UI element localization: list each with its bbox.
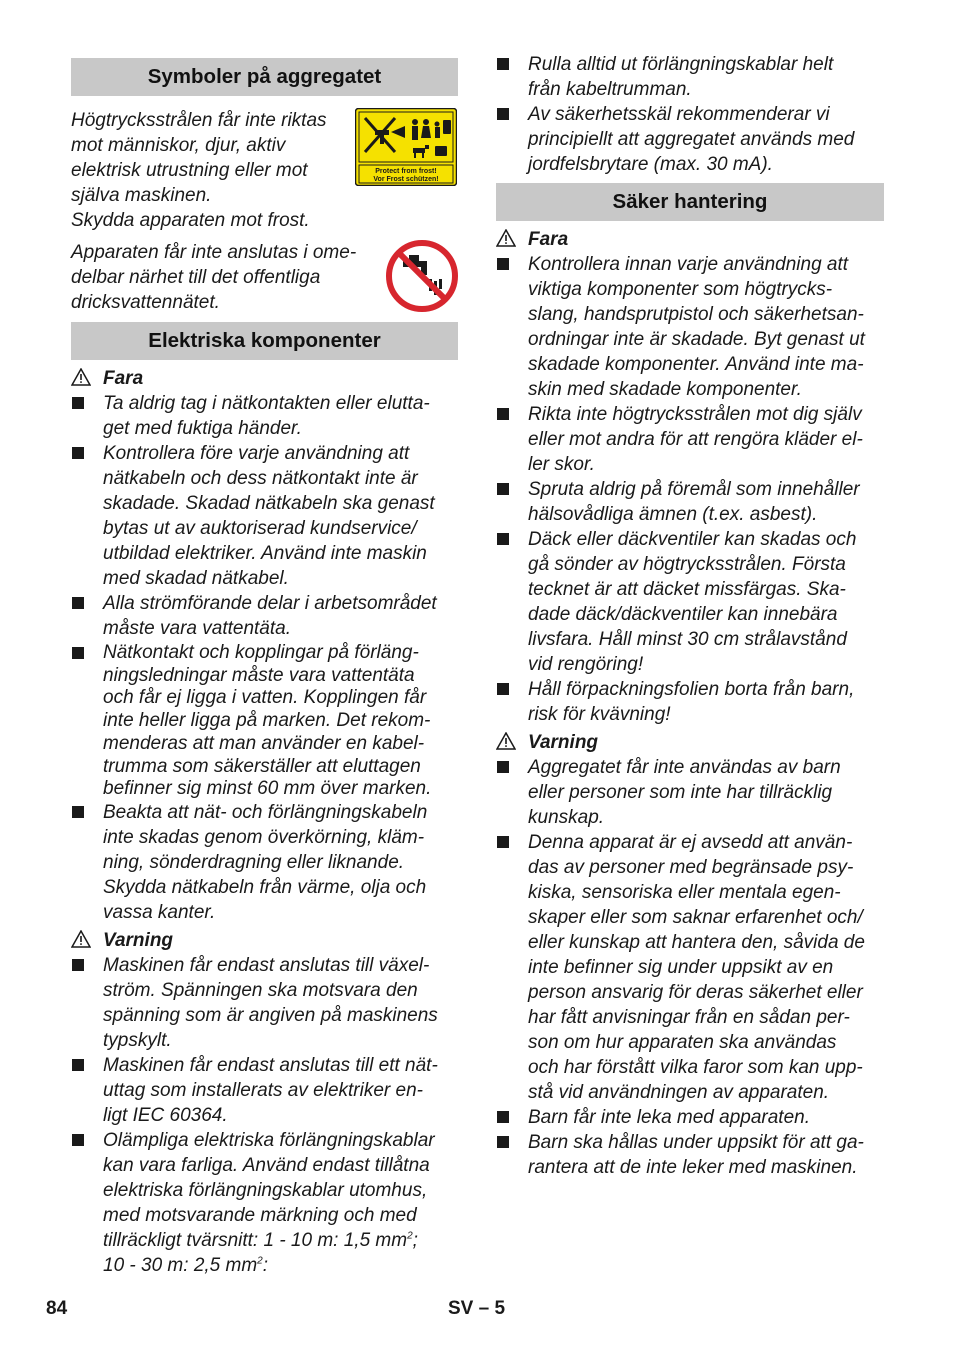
bullet-square [497,108,509,120]
list-item-line: skadade komponenter. Använd inte ma- [528,354,864,375]
list-item-line: kiska, sensoriska eller mentala egen- [528,882,841,903]
list-item-line: hälsovådliga ämnen (t.ex. asbest). [528,504,818,525]
cross-section-text: tillräckligt tvärsnitt: 1 - 10 m: 1,5 mm [103,1230,408,1251]
list-item-line: ler skor. [528,454,595,475]
list-item-line: Alla strömförande delar i arbetsområdet [103,593,437,614]
list-item-line: das av personer med begränsade psy- [528,857,854,878]
superscript: 2 [257,1255,263,1267]
list-item-line: livsfara. Håll minst 30 cm strålavstånd [528,629,847,650]
list-item-line: trumma som säkerställer att eluttagen [103,755,421,777]
symbols-line: mot människor, djur, aktiv [71,135,286,156]
bullet-square [497,1111,509,1123]
list-item-line: Rulla alltid ut förlängningskablar helt [528,54,834,75]
warning-label-text: Varning [528,732,599,753]
cross-section-text: 10 - 30 m: 2,5 mm [103,1255,258,1276]
list-item-line: med skadad nätkabel. [103,568,289,589]
list-item [496,102,884,177]
bullet-square [497,258,509,270]
language-code: SV [448,1298,474,1319]
footer-dash: – [478,1298,490,1319]
list-item-line: Denna apparat är ej avsedd att använ- [528,832,853,853]
list-item-line: son om hur apparaten ska användas [528,1032,837,1053]
list-item-line: kunskap. [528,807,605,828]
warning-triangle-icon [496,732,516,750]
list-item-line: skaper eller som saknar erfarenhet och/ [528,907,863,928]
protect-from-frost-sticker [355,108,457,186]
bullet-square [497,408,509,420]
symbols-line: själva maskinen. [71,185,212,206]
superscript: 2 [407,1230,413,1242]
list-item-line: Beakta att nät- och förlängningskabeln [103,802,428,823]
list-item-line: rantera att de inte leker med maskinen. [528,1157,858,1178]
list-item-line: spänning som är angiven på maskinens [103,1005,438,1026]
list-item [496,52,884,102]
heading-symbols: Symboler på aggregatet [71,58,458,96]
list-item-line: principiellt att aggregatet används med [528,129,855,150]
list-item [71,953,458,1053]
danger-label-text: Fara [528,229,569,250]
list-item-line: tecknet är att däcket missfärgas. Ska- [528,579,846,600]
list-item [71,441,458,591]
list-item [71,800,458,925]
list-item-line: inte skadas genom överkörning, kläm- [103,827,425,848]
list-item [496,1130,884,1180]
list-item [496,252,884,402]
sticker-text-de: Vor Frost schützen! [373,176,439,183]
bullet-square [497,58,509,70]
list-item [496,755,884,830]
list-item-line: skin med skadade komponenter. [528,379,802,400]
symbols-paragraph [71,108,351,233]
bullet-square [72,959,84,971]
list-item-line: person ansvarig för deras säkerhet eller [528,982,863,1003]
warning-triangle-icon [496,229,516,247]
list-item-line: Maskinen får endast anslutas till ett nät- [103,1055,438,1076]
heading-electrical: Elektriska komponenter [71,322,458,360]
list-item-line [103,1253,458,1278]
list-item [71,391,458,441]
section-page: 5 [494,1298,506,1319]
list-item-line: dade däck/däckventiler kan innebära [528,604,838,625]
bullet-square [72,1134,84,1146]
list-item-line: typskylt. [103,1030,172,1051]
bullet-square [72,597,84,609]
list-item-line: måste vara vattentäta. [103,618,291,639]
water-line: dricksvattennätet. [71,292,220,313]
list-item-line: get med fuktiga händer. [103,418,302,439]
list-item-line: nätkabeln och dess nätkontakt inte är [103,468,418,489]
list-item-line: eller personer som inte har tillräcklig [528,782,833,803]
list-item-line: uttag som installerats av elektriker en- [103,1080,423,1101]
list-item-line: med motsvarande märkning och med [103,1205,417,1226]
warning-triangle-icon [71,368,91,386]
list-item-line: Maskinen får endast anslutas till växel- [103,955,430,976]
punctuation: ; [412,1230,418,1251]
footer-section [448,1298,505,1320]
list-item-line: skadade. Skadad nätkabeln ska genast [103,493,435,514]
bullet-square [72,647,84,659]
list-item-line: bytas ut av auktoriserad kundservice/ [103,518,417,539]
bullet-square [497,1136,509,1148]
list-item-line: slang, handsprutpistol och säkerhetsan- [528,304,864,325]
list-item-line: Kontrollera innan varje användning att [528,254,849,275]
danger-label-right [496,227,568,252]
list-item [71,1128,458,1278]
list-item-line: menderas att man använder en kabel- [103,732,425,754]
warning-label-left [71,928,173,953]
bullet-square [497,683,509,695]
bullet-square [72,806,84,818]
list-item-line: Av säkerhetsskäl rekommenderar vi [528,104,830,125]
list-item-line: utbildad elektriker. Använd inte maskin [103,543,427,564]
list-item-line: ordningar inte är skadade. Byt genast ut [528,329,865,350]
list-item-line: inte heller ligga på marken. Det rekom- [103,710,431,732]
list-item-line: risk för kvävning! [528,704,671,725]
bullet-square [72,1059,84,1071]
list-item-line: Aggregatet får inte användas av barn [528,757,841,778]
no-drinking-water-connection-icon [385,239,459,313]
list-item [496,477,884,527]
page-number: 84 [46,1298,68,1319]
list-item [71,642,458,801]
sticker-text-en: Protect from frost! [375,168,437,175]
warning-label-right [496,730,598,755]
symbols-line: Högtrycksstrålen får inte riktas [71,110,327,131]
list-item [71,1053,458,1128]
list-item-line: ning, sönderdragning eller liknande. [103,852,405,873]
list-item [71,591,458,641]
list-item-line: vid rengöring! [528,654,644,675]
list-item-line: gå sönder av högtrycksstrålen. Första [528,554,846,575]
bullet-square [72,397,84,409]
punctuation: : [262,1255,269,1276]
list-item [496,1105,884,1130]
water-line: delbar närhet till det offentliga [71,267,321,288]
list-item-line: Kontrollera före varje användning att [103,443,410,464]
list-item-line: Olämpliga elektriska förlängningskablar [103,1130,435,1151]
list-item-line: ström. Spänningen ska motsvara den [103,980,418,1001]
list-item [496,830,884,1105]
symbols-line: elektrisk utrustning eller mot [71,160,308,181]
bullet-square [72,447,84,459]
bullet-square [497,761,509,773]
list-item-line: och får ej ligga i vatten. Kopplingen får [103,687,427,709]
water-line: Apparaten får inte anslutas i ome- [71,242,357,263]
list-item-line: har fått anvisningar från en sådan per- [528,1007,850,1028]
list-item-line: Rikta inte högtrycksstrålen mot dig själv [528,404,862,425]
list-item-line: från kabeltrumman. [528,79,692,100]
list-item-line: Nätkontakt och kopplingar på förläng- [103,642,419,663]
heading-safe-handling: Säker hantering [496,183,884,221]
list-item-line: eller kunskap att hantera den, såvida de [528,932,865,953]
list-item-line: elektriska förlängningskablar utomhus, [103,1180,428,1201]
water-paragraph [71,240,381,315]
list-item-line: befinner sig minst 60 mm över marken. [103,778,432,800]
list-item-line: Däck eller däckventiler kan skadas och [528,529,857,550]
list-item-line: och har förstått vilka faror som kan upp- [528,1057,863,1078]
list-item-line [103,1228,458,1253]
bullet-square [497,533,509,545]
list-item [496,402,884,477]
list-item [496,527,884,677]
list-item-line: kan vara farliga. Använd endast tillåtna [103,1155,430,1176]
list-item-line: vassa kanter. [103,902,216,923]
bullet-square [497,483,509,495]
list-item-line: eller mot andra för att rengöra kläder el- [528,429,863,450]
list-item-line: stå vid användningen av apparaten. [528,1082,830,1103]
list-item-line: viktiga komponenter som högtrycks- [528,279,833,300]
list-item-line: Spruta aldrig på föremål som innehåller [528,479,860,500]
bullet-square [497,836,509,848]
warning-label-text: Varning [103,930,174,951]
symbols-line: Skydda apparaten mot frost. [71,210,310,231]
list-item-line: ligt IEC 60364. [103,1105,228,1126]
list-item-line: Barn får inte leka med apparaten. [528,1107,811,1128]
list-item-line: Barn ska hållas under uppsikt för att ga- [528,1132,864,1153]
list-item-line: inte befinner sig under uppsikt av en [528,957,834,978]
list-item-line: jordfelsbrytare (max. 30 mA). [528,154,773,175]
warning-triangle-icon [71,930,91,948]
list-item-line: Ta aldrig tag i nätkontakten eller elutta- [103,393,430,414]
danger-label-text: Fara [103,368,144,389]
list-item-line: Håll förpackningsfolien borta från barn, [528,679,855,700]
list-item-line: ningsledningar måste vara vattentäta [103,664,415,686]
list-item-line: Skydda nätkabeln från värme, olja och [103,877,427,898]
list-item [496,677,884,727]
danger-label-left [71,366,143,391]
